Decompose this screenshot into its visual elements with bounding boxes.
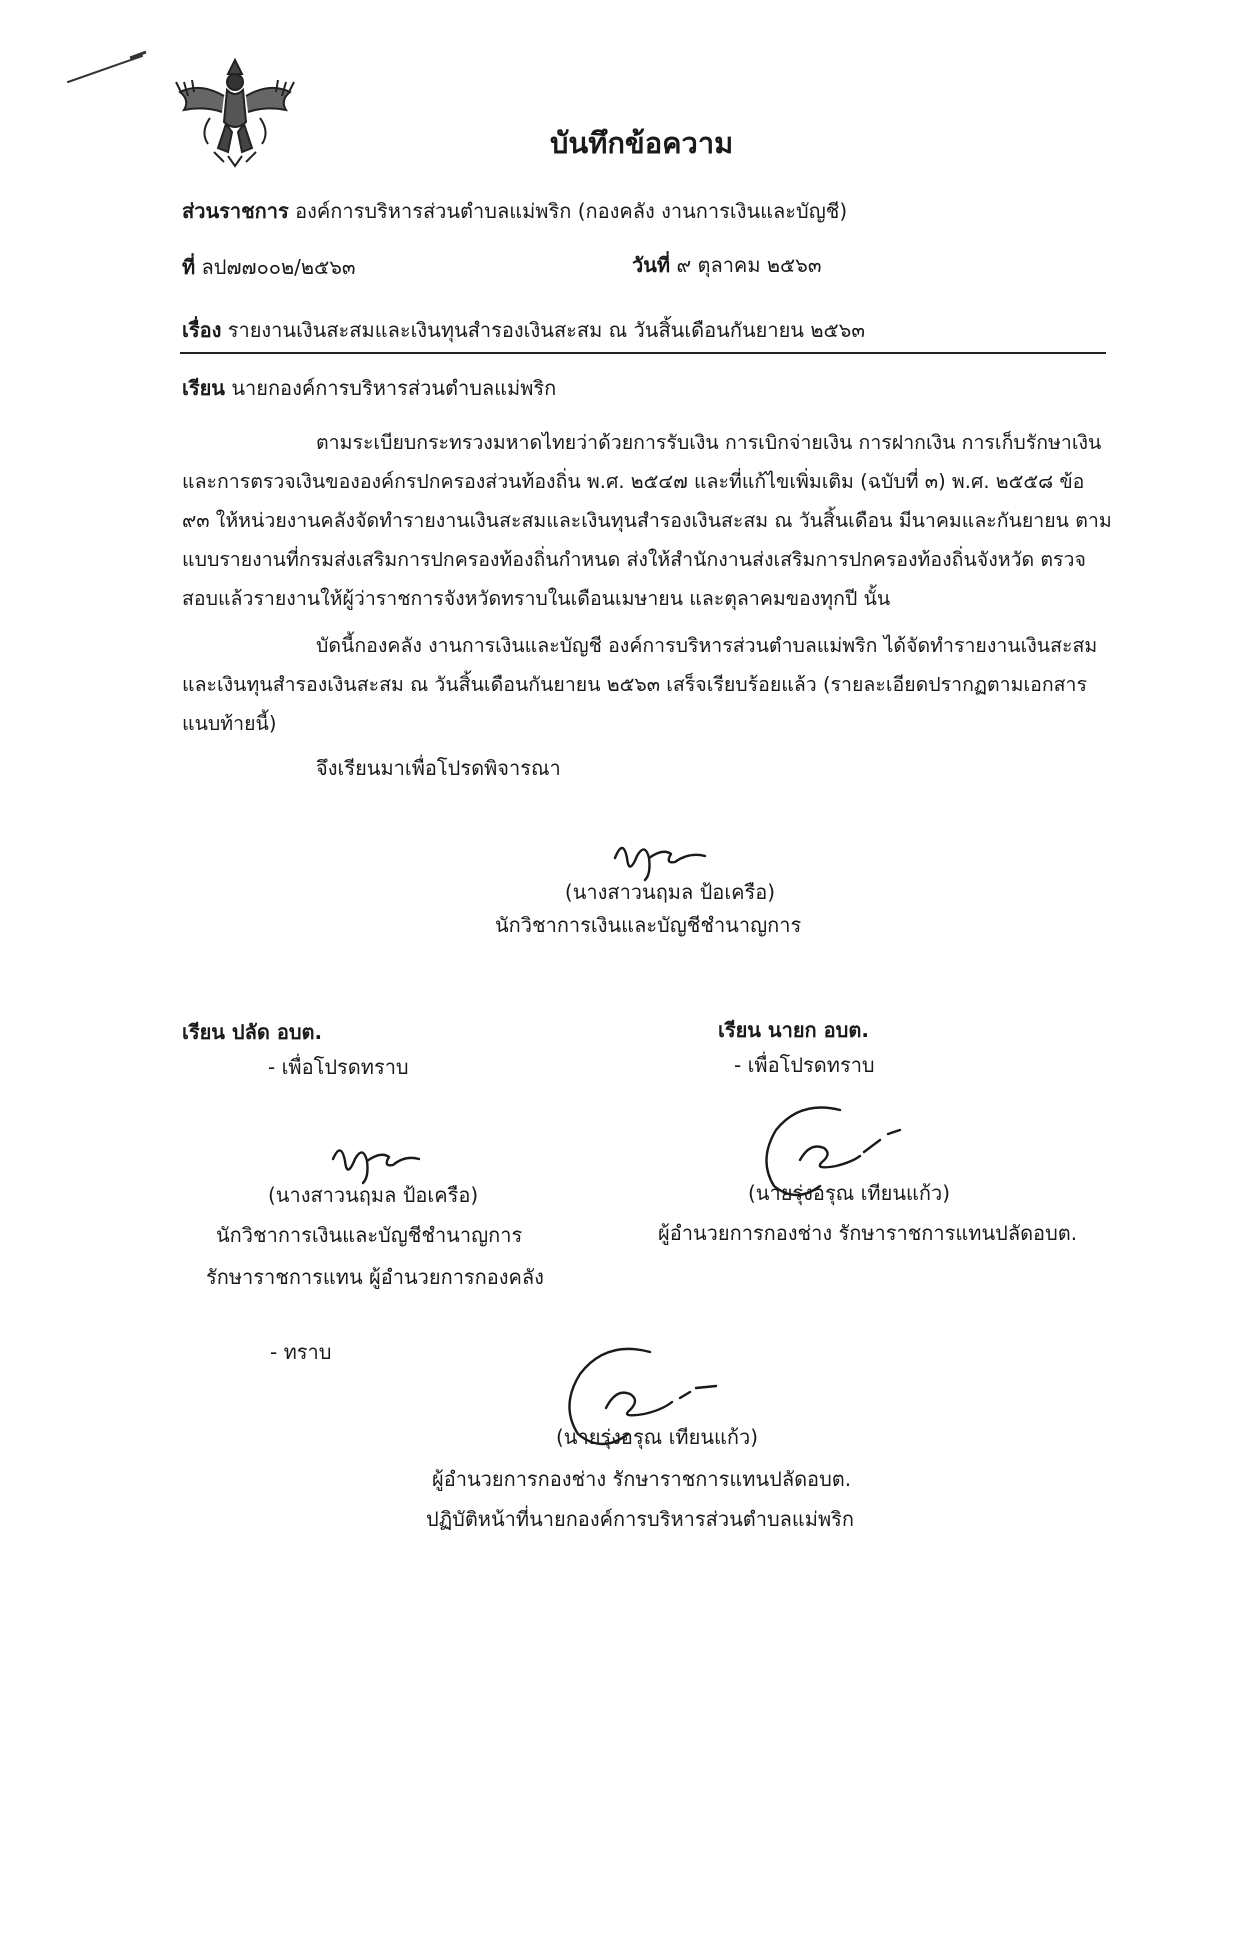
salutation-line xyxy=(182,376,556,400)
note-left-position-1: นักวิชาการเงินและบัญชีชำนาญการ xyxy=(216,1223,523,1247)
final-position-1: ผู้อำนวยการกองช่าง รักษาราชการแทนปลัดอบต. xyxy=(432,1467,852,1491)
scan-mark xyxy=(60,48,150,88)
agency-label: ส่วนราชการ xyxy=(182,199,289,223)
note-right-position-1: ผู้อำนวยการกองช่าง รักษาราชการแทนปลัดอบต. xyxy=(658,1221,1078,1245)
final-name: (นายรุ่งอรุณ เทียนแก้ว) xyxy=(556,1425,759,1449)
signer1-position: นักวิชาการเงินและบัญชีชำนาญการ xyxy=(495,913,802,937)
body-text-2: บัดนี้กองคลัง งานการเงินและบัญชี องค์การบริหารส่วนตำบลแม่พริก ได้จัดทำรายงานเงินสะสมและเงินทุนสำรองเงินสะสม ณ วันสิ้นเดือนกันยายน ๒๕๖๓ เสร็จเรียบร้อยแล้ว (รายละเอียดปรากฏตามเอกสารแนบท้ายนี้) xyxy=(182,634,1098,735)
header-divider xyxy=(180,352,1106,354)
date-value: ๙ ตุลาคม ๒๕๖๓ xyxy=(676,253,822,277)
subject-line xyxy=(182,318,865,342)
note-left-heading: เรียน ปลัด อบต. xyxy=(182,1020,323,1044)
agency-value: องค์การบริหารส่วนตำบลแม่พริก (กองคลัง งานการเงินและบัญชี) xyxy=(295,199,848,223)
agency-line xyxy=(182,199,847,223)
final-line: - ทราบ xyxy=(270,1340,332,1364)
subject-value: รายงานเงินสะสมและเงินทุนสำรองเงินสะสม ณ วันสิ้นเดือนกันยายน ๒๕๖๓ xyxy=(227,318,866,342)
reference-line xyxy=(182,255,356,279)
note-right-heading: เรียน นายก อบต. xyxy=(718,1018,869,1042)
salutation-label: เรียน xyxy=(182,376,225,400)
date-label: วันที่ xyxy=(632,253,671,277)
reference-label: ที่ xyxy=(182,255,196,279)
salutation-value: นายกองค์การบริหารส่วนตำบลแม่พริก xyxy=(231,376,557,400)
note-left-line: - เพื่อโปรดทราบ xyxy=(268,1055,409,1079)
note-left-name: (นางสาวนฤมล ป้อเครือ) xyxy=(268,1183,479,1207)
body-text-1: ตามระเบียบกระทรวงมหาดไทยว่าด้วยการรับเงิน การเบิกจ่ายเงิน การฝากเงิน การเก็บรักษาเงิน และการตรวจเงินขององค์กรปกครองส่วนท้องถิ่น พ.ศ. ๒๕๔๗ และที่แก้ไขเพิ่มเติม (ฉบับที่ ๓) พ.ศ. ๒๕๕๘ ข้อ ๙๓ ให้หน่วยงานคลังจัดทำรายงานเงินสะสมและเงินทุนสำรองเงินสะสม ณ วันสิ้นเดือน มีนาคมและกันยายน ตามแบบรายงานที่กรมส่งเสริมการปกครองท้องถิ่นกำหนด ส่งให้สำนักงานส่งเสริมการปกครองท้องถิ่นจังหวัด ตรวจสอบแล้วรายงานให้ผู้ว่าราชการจังหวัดทราบในเดือนเมษายน และตุลาคมของทุกปี นั้น xyxy=(182,431,1112,610)
note-right-line: - เพื่อโปรดทราบ xyxy=(734,1053,875,1077)
signature-2 xyxy=(325,1135,425,1190)
final-position-2: ปฏิบัติหน้าที่นายกองค์การบริหารส่วนตำบลแม่พริก xyxy=(426,1507,855,1531)
reference-value: ลป๗๗๐๐๒/๒๕๖๓ xyxy=(201,255,356,279)
signer1-name: (นางสาวนฤมล ป้อเครือ) xyxy=(564,880,776,904)
date-line xyxy=(632,253,822,277)
memo-title: บันทึกข้อความ xyxy=(550,126,734,160)
note-right-name: (นายรุ่งอรุณ เทียนแก้ว) xyxy=(748,1181,951,1205)
body-paragraph-1 xyxy=(182,423,1112,618)
subject-label: เรื่อง xyxy=(182,318,222,342)
closing-line: จึงเรียนมาเพื่อโปรดพิจารณา xyxy=(316,756,561,780)
body-paragraph-2 xyxy=(182,626,1112,743)
garuda-emblem-icon xyxy=(170,52,300,172)
signature-1 xyxy=(605,828,715,888)
note-left-position-2: รักษาราชการแทน ผู้อำนวยการกองคลัง xyxy=(206,1265,544,1289)
